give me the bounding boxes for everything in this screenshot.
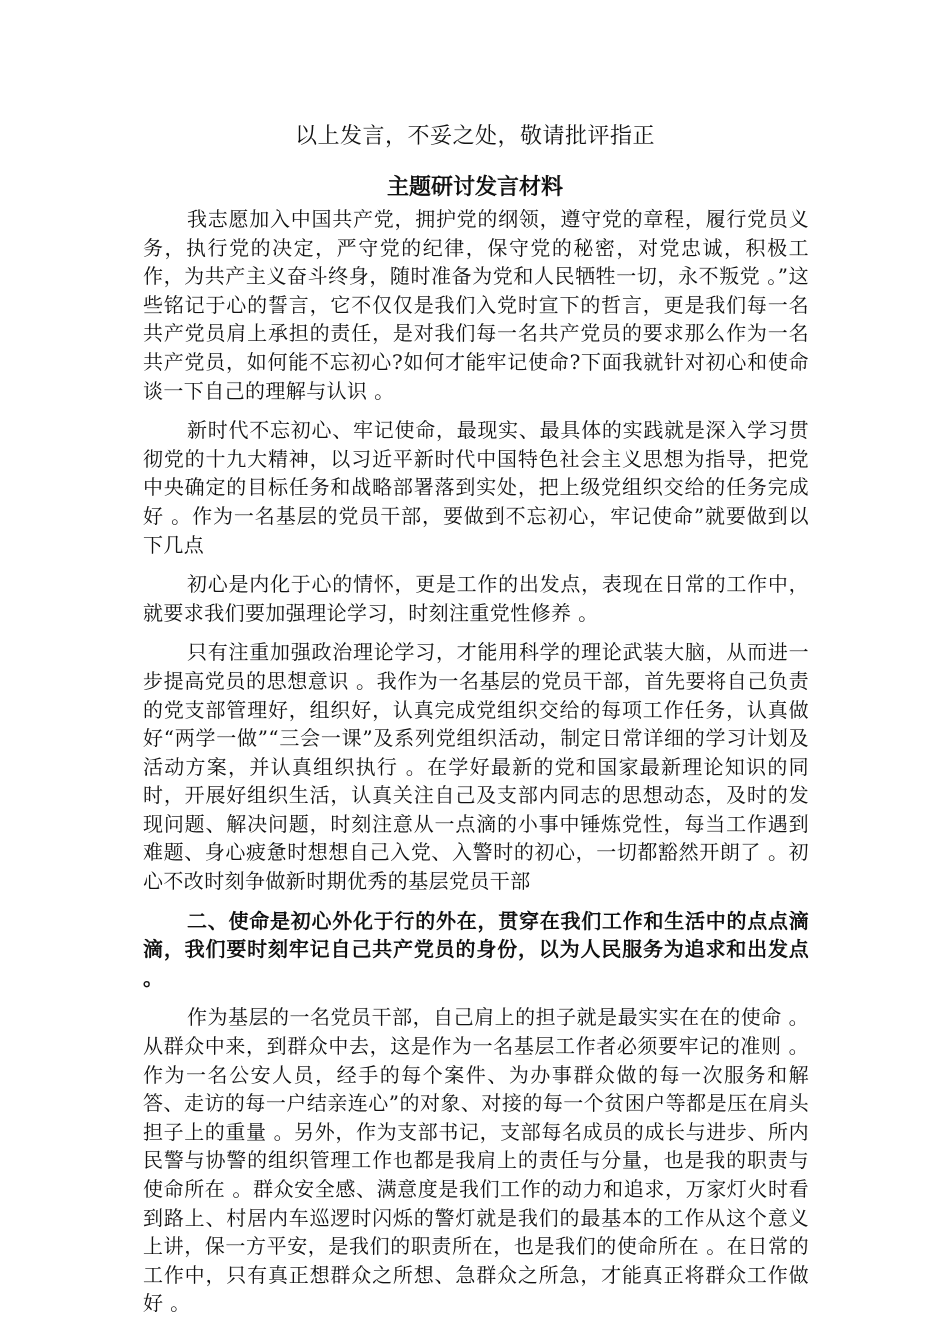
section-heading-mission: 二、使命是初心外化于行的外在，贯穿在我们工作和生活中的点点滴滴，我们要时刻牢记自己共产党员的身份，以为人民服务为追求和出发点 。: [143, 908, 809, 990]
closing-remark: 以上发言，不妥之处，敬请批评指正: [294, 124, 655, 149]
paragraph-mission-duty: 作为基层的一名党员干部，自己肩上的担子就是最实实在在的使命 。从群众中来，到群众中去，这是作为一名基层工作者必须要牢记的准则 。作为一名公安人员，经手的每个案件、为办事群众做的每一次服务和解答、走访的每一户结亲连心”的对象、对接的每一个贫困户等都是压在肩头担子上的重量 。另外，作为支部书记，支部每名成员的成长与进步、所内民警与协警的组织管理工作也都是我肩上的责任与分量，也是我的职责与使命所在 。群众安全感、满意度是我们工作的动力和追求，万家灯火时看到路上、村居内车巡逻时闪烁的警灯就是我们的最基本的工作从这个意义上讲，保一方平安，是我们的职责所在，也是我们的使命所在 。在日常的工作中，只有真正想群众之所想、急群众之所急，才能真正将群众工作做好 。: [143, 1005, 809, 1316]
paragraph-oath: 我志愿加入中国共产党，拥护党的纲领，遵守党的章程，履行党员义务，执行党的决定，严守党的纪律，保守党的秘密，对党忠诚，积极工作，为共产主义奋斗终身，随时准备为党和人民牺牲一切，永不叛党 。”这些铭记于心的誓言，它不仅仅是我们入党时宣下的哲言，更是我们每一名共产党员肩上承担的责任，是对我们每一名共产党员的要求那么作为一名共产党员，如何能不忘初心?如何才能牢记使命?下面我就针对初心和使命谈一下自己的理解与认识 。: [143, 207, 809, 403]
paragraph-original-aspiration: 初心是内化于心的情怀，更是工作的出发点，表现在日常的工作中，就要求我们要加强理论学习，时刻注重党性修养 。: [143, 572, 809, 625]
paragraph-theory-study: 只有注重加强政治理论学习，才能用科学的理论武装大脑，从而进一步提高党员的思想意识 。我作为一名基层的党员干部，首先要将自己负责的党支部管理好，组织好，认真完成党组织交给的每项工作任务，认真做好“两学一做”“三会一课”及系列党组织活动，制定日常详细的学习计划及活动方案，并认真组织执行 。在学好最新的党和国家最新理论知识的同时，开展好组织生活，认真关注自己及支部内同志的思想动态，及时的发现问题、解决问题，时刻注意从一点滴的小事中锤炼党性，每当工作遇到难题、身心疲惫时想想自己入党、入警时的初心，一切都豁然开朗了 。初心不改时刻争做新时期优秀的基层党员干部: [143, 640, 809, 894]
document-body: [143, 205, 809, 1329]
paragraph-new-era: 新时代不忘初心、牢记使命，最现实、最具体的实践就是深入学习贯彻党的十九大精神，以习近平新时代中国特色社会主义思想为指导，把党中央确定的目标任务和战略部署落到实处，把上级党组织交给的任务完成好 。作为一名基层的党员干部，要做到不忘初心，牢记使命”就要做到以下几点: [143, 418, 809, 557]
document-title: 主题研讨发言材料: [386, 174, 563, 200]
